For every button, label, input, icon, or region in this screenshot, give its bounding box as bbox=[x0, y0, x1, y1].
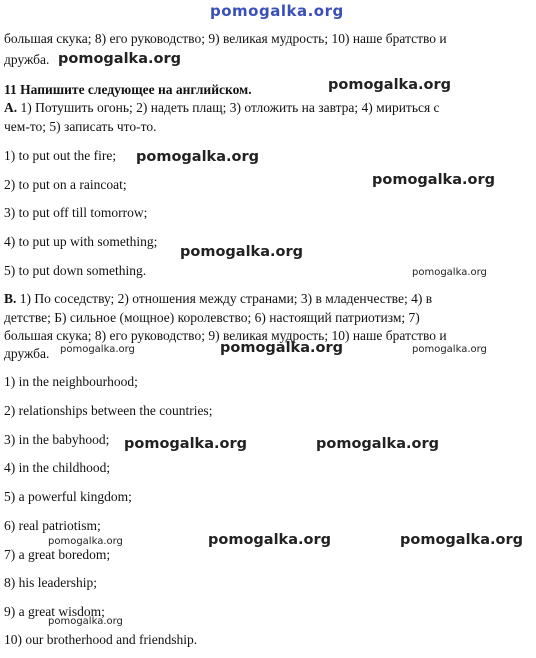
part-a-answer: 5) to put down something. bbox=[4, 263, 147, 278]
part-b-answer: 3) in the babyhood; bbox=[4, 432, 110, 447]
part-b-answer: 7) a great boredom; bbox=[4, 547, 111, 562]
watermark: pomogalka.org bbox=[58, 51, 181, 67]
watermark: pomogalka.org bbox=[136, 149, 259, 165]
watermark: pomogalka.org bbox=[412, 344, 487, 355]
part-a-answer: 1) to put out the fire; bbox=[4, 148, 117, 163]
part-a-prompt-line-1 bbox=[4, 101, 440, 115]
part-a-prompt-line-2: чем-то; 5) записать что-то. bbox=[4, 119, 157, 134]
part-b-answer: 5) a powerful kingdom; bbox=[4, 489, 132, 504]
watermark: pomogalka.org bbox=[180, 244, 303, 260]
watermark: pomogalka.org bbox=[208, 532, 331, 548]
part-a-prompt-text: 1) Потушить огонь; 2) надеть плащ; 3) отложить на завтра; 4) мириться с bbox=[17, 100, 440, 115]
watermark: pomogalka.org bbox=[412, 267, 487, 278]
intro-line-1: большая скука; 8) его руководство; 9) великая мудрость; 10) наше братство и bbox=[4, 31, 447, 46]
watermark: pomogalka.org bbox=[316, 436, 439, 452]
watermark: pomogalka.org bbox=[220, 340, 343, 356]
site-watermark-top: pomogalka.org bbox=[210, 2, 344, 20]
watermark: pomogalka.org bbox=[48, 536, 123, 547]
watermark: pomogalka.org bbox=[60, 344, 135, 355]
part-b-prompt-line-2: детстве; Б) сильное (мощное) королевство; 6) настоящий патриотизм; 7) bbox=[4, 310, 420, 325]
part-b-answer: 4) in the childhood; bbox=[4, 460, 111, 475]
intro-line-2: дружба. bbox=[4, 52, 50, 67]
part-a-answer: 2) to put on a raincoat; bbox=[4, 177, 127, 192]
exercise-title: 11 Напишите следующее на английском. bbox=[4, 82, 252, 97]
part-b-prompt-text: 1) По соседству; 2) отношения между странами; 3) в младенчестве; 4) в bbox=[16, 291, 433, 306]
part-a-answer: 4) to put up with something; bbox=[4, 234, 158, 249]
part-b-answer: 10) our brotherhood and friendship. bbox=[4, 632, 198, 647]
watermark: pomogalka.org bbox=[328, 77, 451, 93]
part-b-answer: 2) relationships between the countries; bbox=[4, 403, 213, 418]
part-b-answer: 1) in the neighbourhood; bbox=[4, 374, 138, 389]
watermark: pomogalka.org bbox=[48, 616, 123, 627]
part-b-prompt-line-1 bbox=[4, 292, 432, 306]
part-b-answer: 8) his leadership; bbox=[4, 575, 97, 590]
watermark: pomogalka.org bbox=[124, 436, 247, 452]
watermark: pomogalka.org bbox=[400, 532, 523, 548]
part-a-answer: 3) to put off till tomorrow; bbox=[4, 205, 148, 220]
part-b-prompt-line-3: большая скука; 8) его руководство; 9) великая мудрость; 10) наше братство и bbox=[4, 328, 447, 343]
part-b-label: B. bbox=[4, 291, 17, 306]
part-a-label: А. bbox=[4, 100, 18, 115]
part-b-prompt-line-4: дружба. bbox=[4, 346, 50, 361]
part-b-answer: 6) real patriotism; bbox=[4, 518, 101, 533]
part-b-answer: 9) a great wisdom; bbox=[4, 604, 105, 619]
watermark: pomogalka.org bbox=[372, 172, 495, 188]
